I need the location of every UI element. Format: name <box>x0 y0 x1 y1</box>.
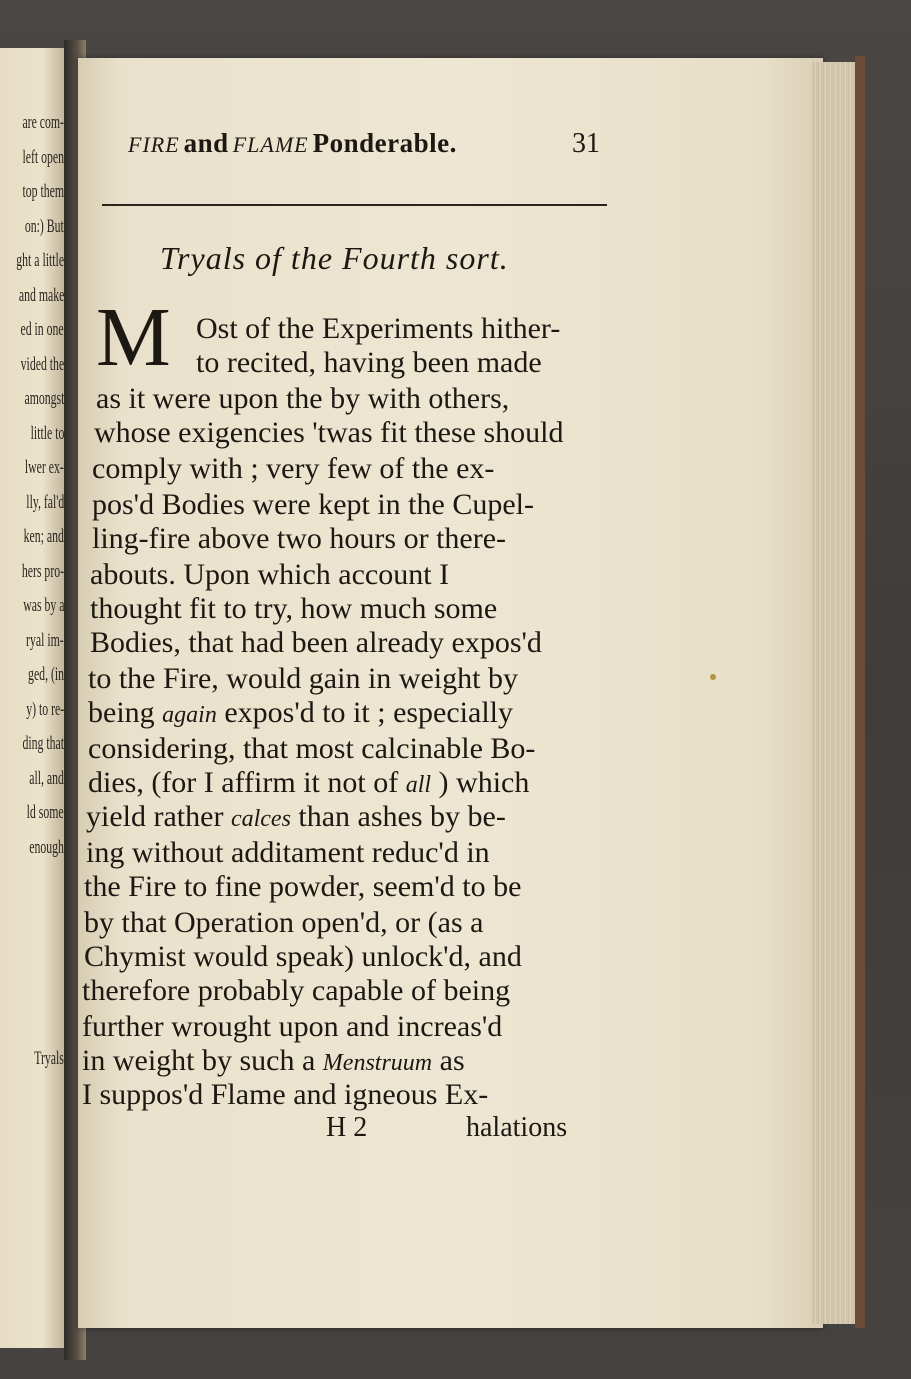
left-page-fragment: hers pro- <box>21 560 64 582</box>
left-page-fragment: was by a <box>22 595 64 616</box>
body-line-20: therefore probably capable of being <box>82 974 511 1007</box>
body-line-17: the Fire to fine powder, seem'd to be <box>84 870 522 903</box>
left-page-fragment: amongst <box>24 388 64 409</box>
left-page-fragment: ld some <box>27 802 64 823</box>
left-page-fragment: left open <box>22 146 64 168</box>
body-line-1: Ost of the Experiments hither- <box>196 312 561 345</box>
body-line-15-italic: calces <box>230 806 291 832</box>
body-line-12 <box>88 696 513 732</box>
paper-speck <box>710 674 716 680</box>
drop-cap: M <box>96 291 171 384</box>
body-line-22-italic: Menstruum <box>322 1050 433 1076</box>
left-page-fragment: little to <box>30 422 64 444</box>
header-rule <box>102 204 607 206</box>
running-head <box>128 128 608 159</box>
left-page-fragment: enough <box>29 836 64 858</box>
left-page-fragment: lwer ex- <box>25 457 64 478</box>
left-page-fragment: on:) But <box>25 215 64 237</box>
body-line-9: thought fit to try, how much some <box>90 592 498 625</box>
catchword: halations <box>466 1112 568 1143</box>
body-line-15-rest: than ashes by be- <box>298 800 506 833</box>
body-line-6: pos'd Bodies were kept in the Cupel- <box>92 488 534 521</box>
left-page-fragment: Tryals <box>34 1048 64 1069</box>
page-number: 31 <box>572 128 600 159</box>
running-head-ponderable: Ponderable. <box>312 128 457 158</box>
body-line-2: to recited, having been made <box>196 346 542 379</box>
body-line-4: whose exigencies 'twas fit these should <box>94 416 564 449</box>
left-page-fragment: vided the <box>20 353 64 375</box>
left-page-fragment: ding that <box>22 733 64 754</box>
body-line-7: ling-fire above two hours or there- <box>92 522 507 555</box>
section-title: Tryals of the Fourth sort. <box>160 240 509 276</box>
body-line-14 <box>88 766 529 802</box>
body-line-10: Bodies, that had been already expos'd <box>90 626 542 659</box>
running-head-and: and <box>183 128 229 158</box>
body-line-16: ing without additament reduc'd in <box>86 836 490 869</box>
left-page-fragment: all, and <box>29 767 64 789</box>
body-line-22-start: in weight by such a <box>82 1044 316 1077</box>
body-line-5: comply with ; very few of the ex- <box>92 452 495 485</box>
left-page-fragment: are com- <box>22 112 64 133</box>
body-line-14-italic: all <box>405 772 432 798</box>
body-line-3: as it were upon the by with others, <box>96 382 510 415</box>
left-page-fragment: top them <box>22 181 64 202</box>
body-line-12-rest: expos'd to it ; especially <box>224 696 514 729</box>
left-page-fragment: ryal im- <box>26 629 64 651</box>
body-line-13: considering, that most calcinable Bo- <box>88 732 536 765</box>
body-line-18: by that Operation open'd, or (as a <box>84 906 484 939</box>
left-page-fragment: ken; and <box>23 526 64 547</box>
body-line-19: Chymist would speak) unlock'd, and <box>84 940 522 973</box>
left-page-fragment: ed in one <box>20 319 64 340</box>
left-facing-page <box>0 48 70 1348</box>
body-line-12-start: being <box>88 696 155 729</box>
body-line-11: to the Fire, would gain in weight by <box>88 662 518 695</box>
body-line-14-start: dies, (for I affirm it not of <box>88 766 399 799</box>
left-page-fragment: and make <box>18 284 64 306</box>
body-line-8: abouts. Upon which account I <box>90 558 450 591</box>
signature-mark: H 2 <box>326 1112 368 1143</box>
left-page-fragment: lly, fal'd <box>25 491 64 513</box>
cover-edge <box>855 56 865 1328</box>
body-line-22-rest: as <box>439 1044 465 1077</box>
body-line-15 <box>86 800 506 836</box>
running-head-flame: FLAME <box>232 132 309 157</box>
body-line-21: further wrought upon and increas'd <box>82 1010 503 1043</box>
body-line-22 <box>82 1044 465 1080</box>
body-line-15-start: yield rather <box>86 800 224 833</box>
left-page-fragment: y) to re- <box>26 698 64 720</box>
running-head-fire: FIRE <box>128 132 180 157</box>
left-page-fragment: ght a little <box>16 250 64 271</box>
body-line-23: I suppos'd Flame and igneous Ex- <box>82 1078 489 1111</box>
left-page-fragment: ged, (in <box>28 664 64 685</box>
body-line-12-italic: again <box>162 702 217 728</box>
body-line-14-rest: ) which <box>438 766 530 799</box>
